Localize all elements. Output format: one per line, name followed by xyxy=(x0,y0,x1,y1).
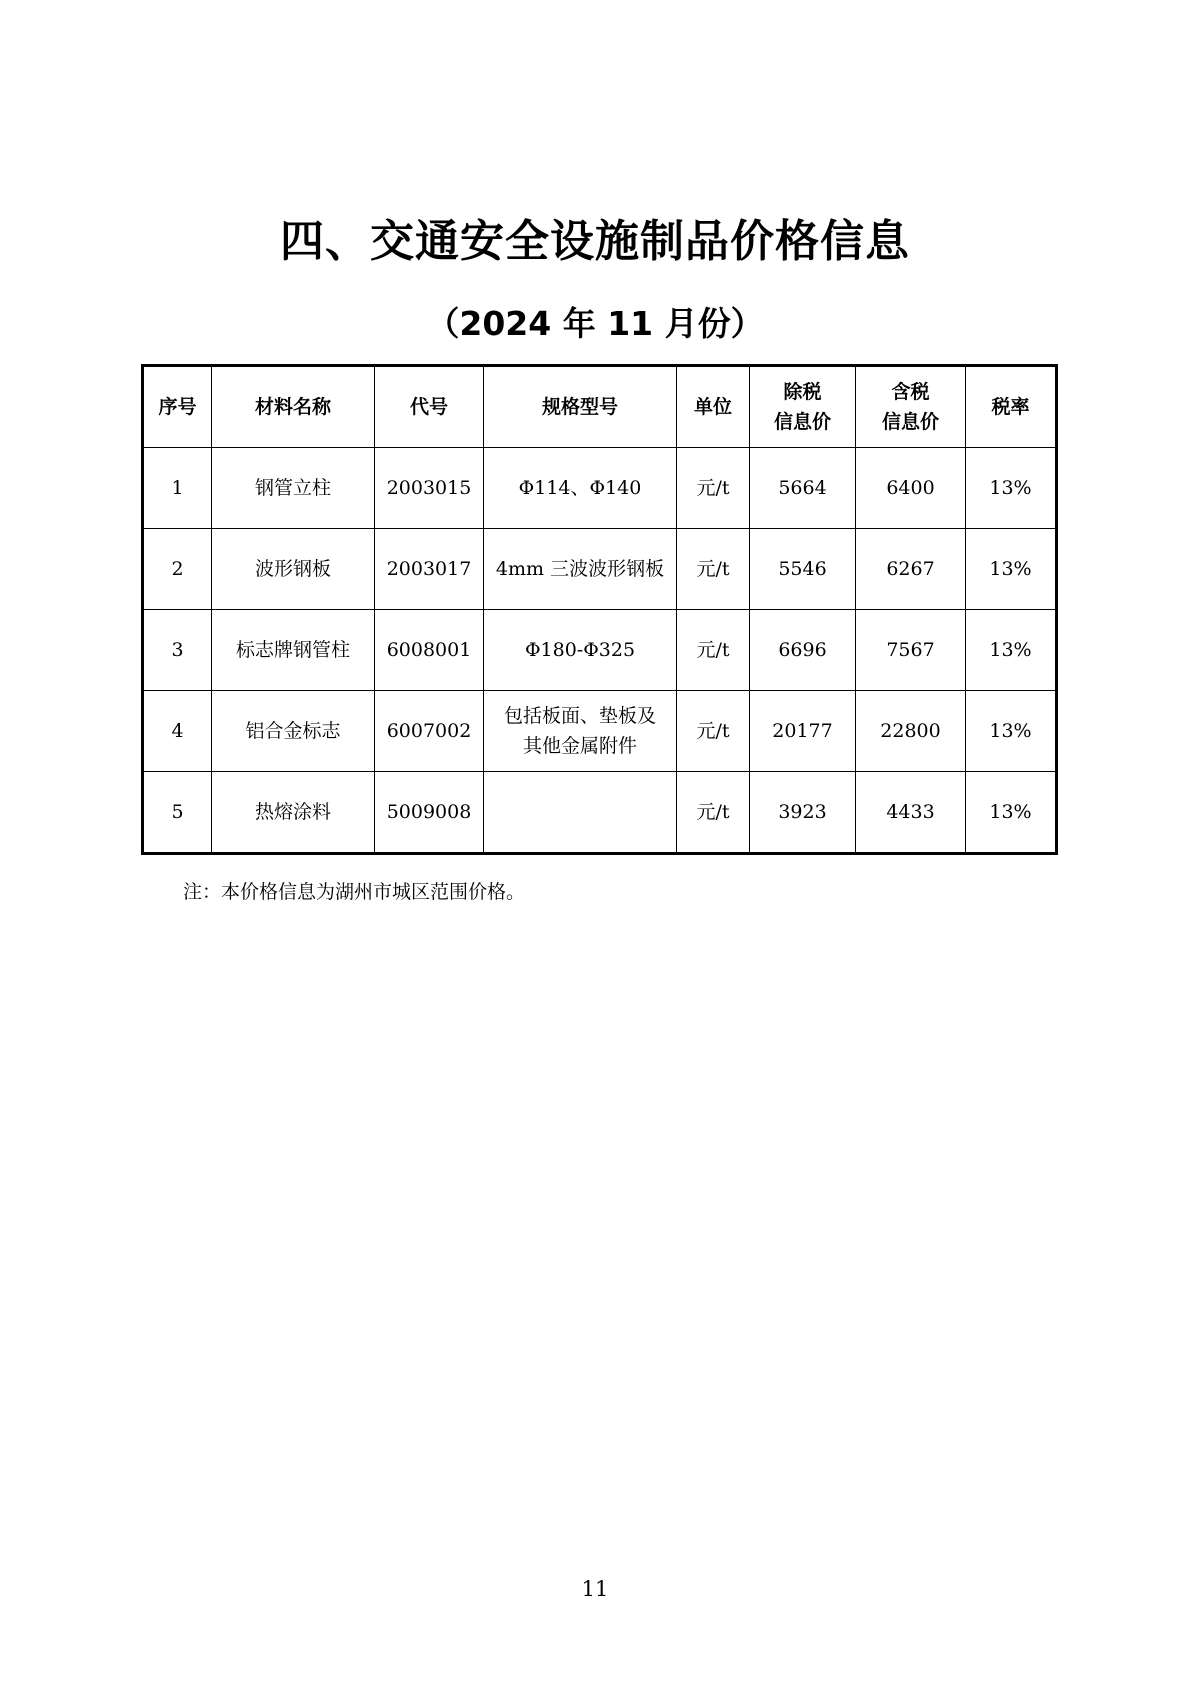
cell-spec-line: 包括板面、垫板及 xyxy=(503,705,656,727)
footnote: 注：本价格信息为湖州市城区范围价格。 xyxy=(183,881,526,903)
cell-tax-rate: 13% xyxy=(966,610,1057,691)
cell-name: 热熔涂料 xyxy=(212,772,375,854)
cell-code: 6008001 xyxy=(375,610,484,691)
table-body xyxy=(143,448,1057,854)
cell-spec xyxy=(484,610,677,691)
table-header-row xyxy=(143,366,1057,448)
cell-code: 2003015 xyxy=(375,448,484,529)
cell-spec xyxy=(484,772,677,854)
cell-code: 2003017 xyxy=(375,529,484,610)
page-title: 四、交通安全设施制品价格信息 xyxy=(280,216,910,267)
header-price-inc-tax xyxy=(856,366,966,448)
cell-price-inc-tax: 22800 xyxy=(856,691,966,772)
cell-spec-line: 4mm 三波波形钢板 xyxy=(495,558,665,580)
header-price-ex-tax-line2: 信息价 xyxy=(773,411,831,433)
table-row xyxy=(143,691,1057,772)
cell-seq: 1 xyxy=(143,448,212,529)
header-price-ex-tax xyxy=(750,366,856,448)
cell-tax-rate: 13% xyxy=(966,772,1057,854)
cell-name: 铝合金标志 xyxy=(212,691,375,772)
header-price-inc-tax-line2: 信息价 xyxy=(881,411,939,433)
cell-seq: 3 xyxy=(143,610,212,691)
cell-spec xyxy=(484,529,677,610)
cell-tax-rate: 13% xyxy=(966,529,1057,610)
cell-spec xyxy=(484,691,677,772)
cell-name: 波形钢板 xyxy=(212,529,375,610)
header-unit: 单位 xyxy=(677,366,750,448)
cell-tax-rate: 13% xyxy=(966,448,1057,529)
header-price-ex-tax-line1: 除税 xyxy=(783,381,822,403)
cell-unit: 元/t xyxy=(677,772,750,854)
header-tax-rate: 税率 xyxy=(966,366,1057,448)
cell-name: 标志牌钢管柱 xyxy=(212,610,375,691)
price-table xyxy=(141,364,1058,855)
cell-unit: 元/t xyxy=(677,448,750,529)
header-seq: 序号 xyxy=(143,366,212,448)
cell-price-inc-tax: 6400 xyxy=(856,448,966,529)
cell-unit: 元/t xyxy=(677,529,750,610)
table-row xyxy=(143,448,1057,529)
cell-spec-line: 其他金属附件 xyxy=(522,735,637,757)
header-spec: 规格型号 xyxy=(484,366,677,448)
cell-price-inc-tax: 7567 xyxy=(856,610,966,691)
table-row xyxy=(143,610,1057,691)
cell-price-inc-tax: 6267 xyxy=(856,529,966,610)
cell-code: 6007002 xyxy=(375,691,484,772)
table-row xyxy=(143,772,1057,854)
cell-tax-rate: 13% xyxy=(966,691,1057,772)
cell-seq: 5 xyxy=(143,772,212,854)
header-price-inc-tax-line1: 含税 xyxy=(891,381,930,403)
cell-price-ex-tax: 5546 xyxy=(750,529,856,610)
page-number: 11 xyxy=(581,1577,609,1601)
cell-price-ex-tax: 6696 xyxy=(750,610,856,691)
cell-price-ex-tax: 3923 xyxy=(750,772,856,854)
cell-name: 钢管立柱 xyxy=(212,448,375,529)
cell-unit: 元/t xyxy=(677,610,750,691)
cell-price-ex-tax: 5664 xyxy=(750,448,856,529)
header-name: 材料名称 xyxy=(212,366,375,448)
cell-seq: 2 xyxy=(143,529,212,610)
page-subtitle: （2024 年 11 月份） xyxy=(426,304,764,343)
cell-unit: 元/t xyxy=(677,691,750,772)
cell-price-ex-tax: 20177 xyxy=(750,691,856,772)
cell-price-inc-tax: 4433 xyxy=(856,772,966,854)
cell-spec-line: Φ180-Φ325 xyxy=(524,639,636,661)
cell-code: 5009008 xyxy=(375,772,484,854)
cell-seq: 4 xyxy=(143,691,212,772)
cell-spec-line: Φ114、Φ140 xyxy=(518,477,642,499)
table-row xyxy=(143,529,1057,610)
header-code: 代号 xyxy=(375,366,484,448)
cell-spec xyxy=(484,448,677,529)
